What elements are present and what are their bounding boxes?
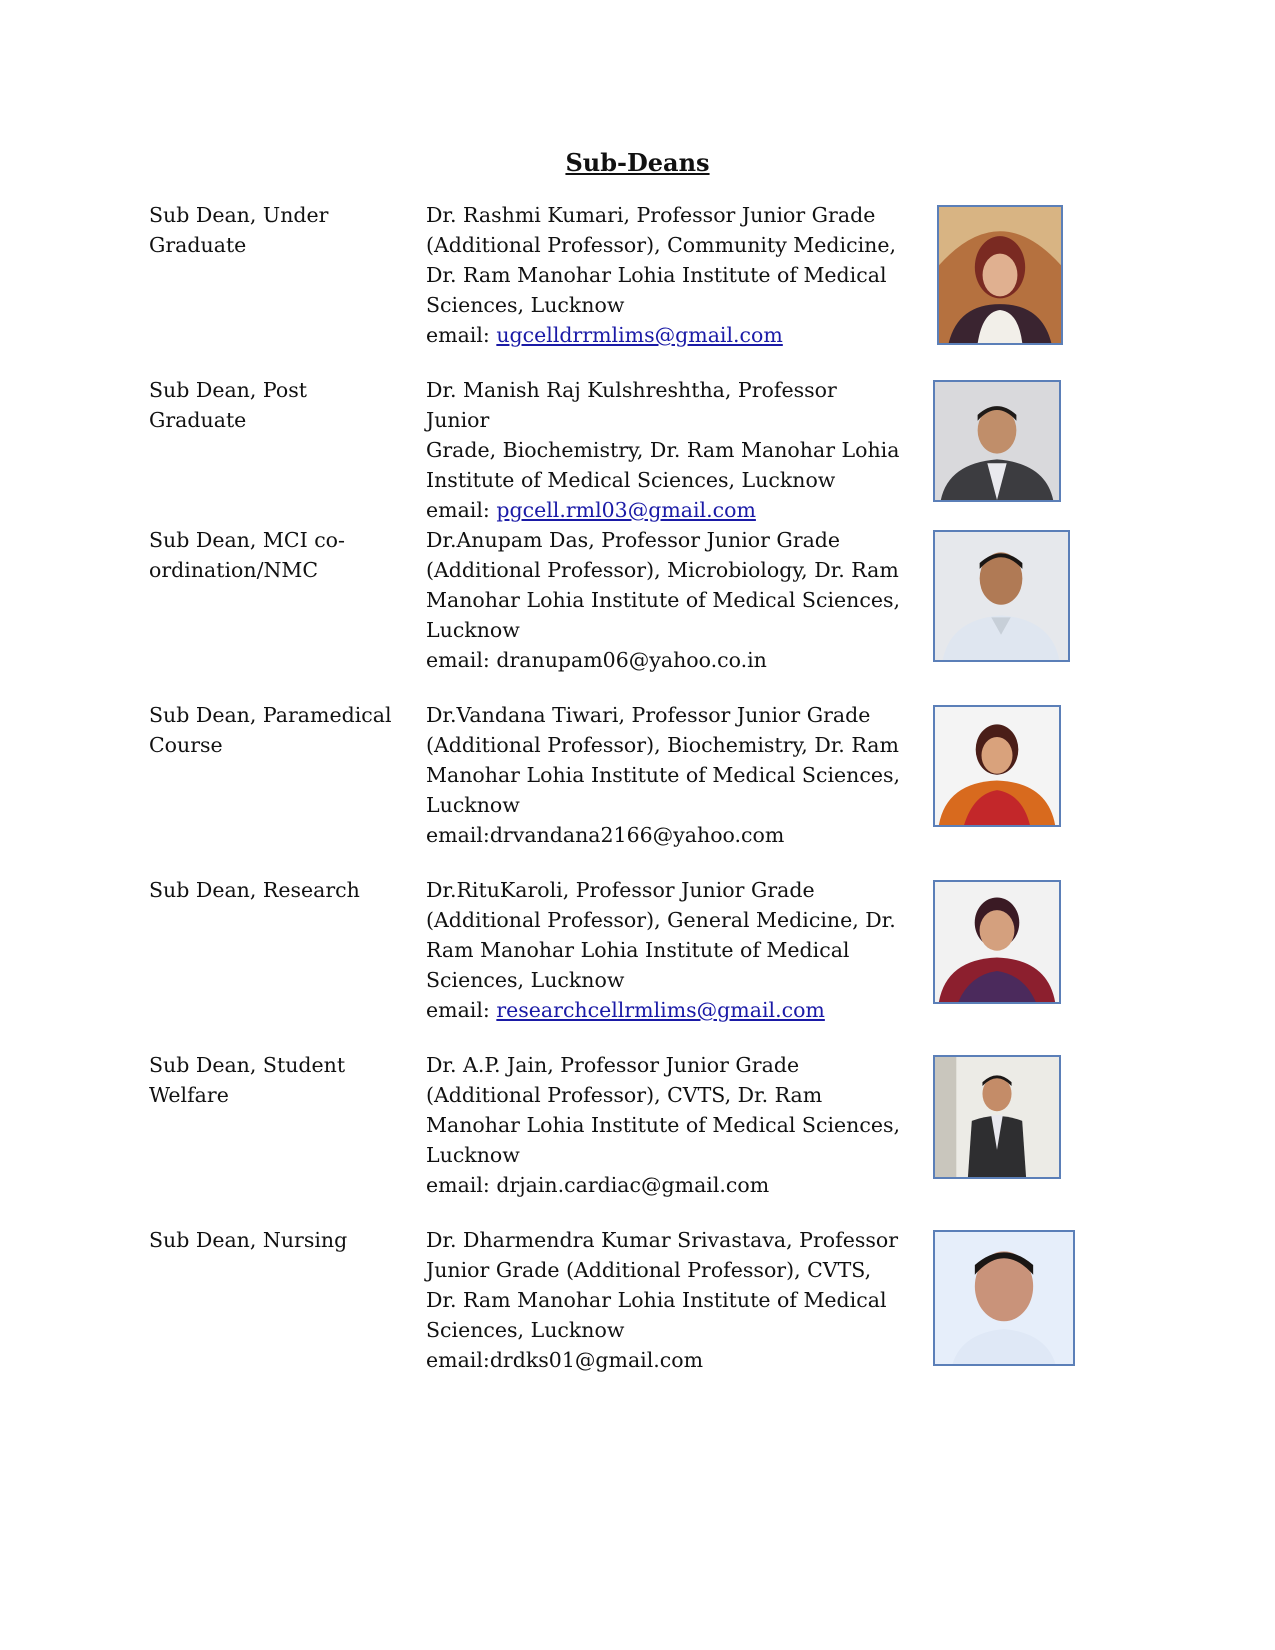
description-text: Dr.RituKaroli, Professor Junior Grade (Additional Professor), General Medicine, Dr. Ram Manohar Lohia Institute of Medical Sciences, Lucknow — [426, 878, 896, 992]
details-block — [426, 375, 906, 525]
email-prefix: email: — [426, 323, 497, 347]
email-line — [426, 495, 906, 525]
email-line — [426, 820, 906, 850]
email-line — [426, 1345, 906, 1375]
portrait-photo — [933, 1230, 1075, 1366]
portrait-photo — [933, 380, 1061, 502]
description-text: Dr.Anupam Das, Professor Junior Grade (Additional Professor), Microbiology, Dr. Ram Manohar Lohia Institute of Medical Sciences, Lucknow — [426, 528, 900, 642]
email-text: drvandana2166@yahoo.com — [489, 823, 785, 847]
details-block — [426, 875, 906, 1025]
email-prefix: email: — [426, 998, 497, 1022]
email-line — [426, 645, 906, 675]
email-line — [426, 320, 906, 350]
details-block — [426, 200, 906, 350]
portrait-photo — [933, 705, 1061, 827]
page-title: Sub-Deans — [565, 148, 710, 177]
email-link[interactable]: ugcelldrrmlims@gmail.com — [496, 323, 783, 347]
role-label: Sub Dean, Research — [149, 878, 360, 902]
role-label: Sub Dean, Nursing — [149, 1228, 348, 1252]
email-text: drdks01@gmail.com — [489, 1348, 704, 1372]
portrait-photo — [933, 530, 1070, 662]
email-prefix: email: — [426, 823, 490, 847]
description-text: Dr. Rashmi Kumari, Professor Junior Grade (Additional Professor), Community Medicine, Dr. Ram Manohar Lohia Institute of Medical Sciences, Lucknow — [426, 203, 896, 317]
email-prefix: email: — [426, 648, 497, 672]
description-text: Dr. Dharmendra Kumar Srivastava, Professor Junior Grade (Additional Professor), CVTS, Dr. Ram Manohar Lohia Institute of Medical Sciences, Lucknow — [426, 1228, 899, 1342]
details-block — [426, 700, 906, 850]
email-prefix: email: — [426, 498, 497, 522]
description-text: Dr. Manish Raj Kulshreshtha, Professor Junior Grade, Biochemistry, Dr. Ram Manohar Lohia Institute of Medical Sciences, Lucknow — [426, 378, 900, 492]
email-link[interactable]: pgcell.rml03@gmail.com — [496, 498, 756, 522]
email-link[interactable]: researchcellrmlims@gmail.com — [496, 998, 825, 1022]
portrait-photo — [933, 880, 1061, 1004]
role-label: Sub Dean, Paramedical Course — [149, 703, 392, 757]
role-label: Sub Dean, Post Graduate — [149, 378, 307, 432]
email-line — [426, 1170, 906, 1200]
role-label: Sub Dean, Under Graduate — [149, 203, 329, 257]
description-text: Dr. A.P. Jain, Professor Junior Grade (Additional Professor), CVTS, Dr. Ram Manohar Lohia Institute of Medical Sciences, Lucknow — [426, 1053, 900, 1167]
portrait-photo — [937, 205, 1063, 345]
description-text: Dr.Vandana Tiwari, Professor Junior Grade (Additional Professor), Biochemistry, Dr. Ram Manohar Lohia Institute of Medical Sciences, Lucknow — [426, 703, 900, 817]
portrait-photo — [933, 1055, 1061, 1179]
email-prefix: email: — [426, 1348, 490, 1372]
email-text: dranupam06@yahoo.co.in — [496, 648, 767, 672]
role-label: Sub Dean, Student Welfare — [149, 1053, 346, 1107]
details-block — [426, 525, 906, 675]
details-block — [426, 1050, 906, 1200]
role-label: Sub Dean, MCI co- ordination/NMC — [149, 528, 345, 582]
details-block — [426, 1225, 906, 1375]
email-text: drjain.cardiac@gmail.com — [496, 1173, 770, 1197]
email-line — [426, 995, 906, 1025]
email-prefix: email: — [426, 1173, 497, 1197]
